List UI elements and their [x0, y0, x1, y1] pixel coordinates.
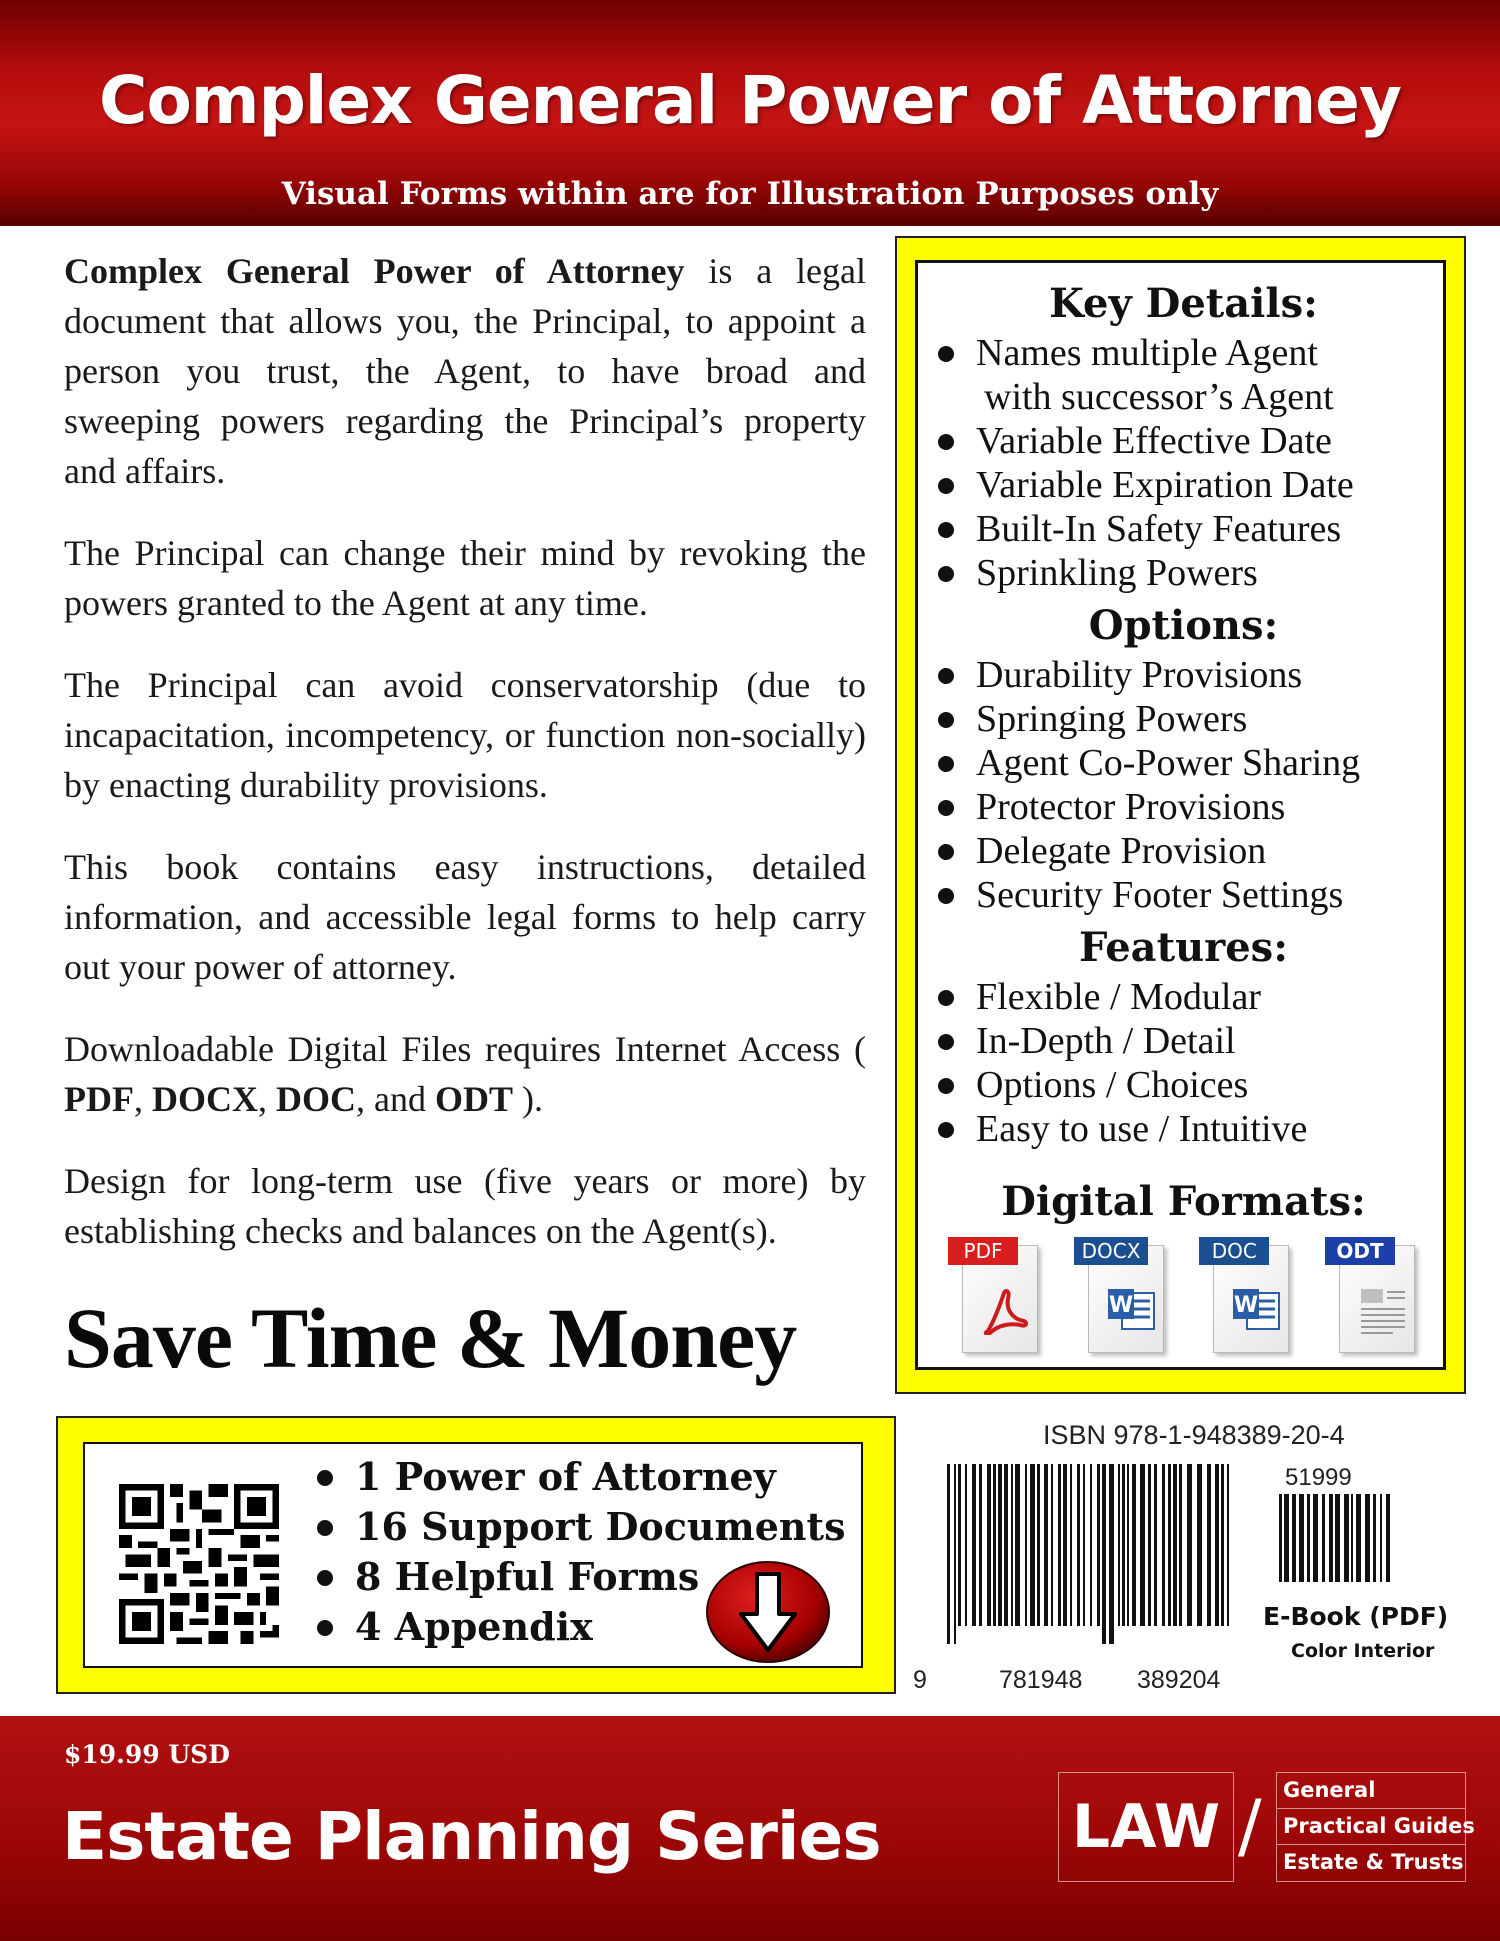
category-item: Practical Guides [1276, 1808, 1466, 1844]
barcode-bar [1070, 1464, 1072, 1626]
barcode-bar [979, 1464, 982, 1626]
intro-paragraph [64, 246, 866, 496]
format-docx: DOCX [151, 1079, 258, 1119]
barcode-bar [1168, 1464, 1171, 1626]
barcode-bar [1083, 1464, 1085, 1626]
text-document-icon [1359, 1287, 1407, 1337]
barcode-bar [1118, 1464, 1120, 1626]
law-wordmark: LAW [1058, 1772, 1234, 1882]
barcode-digit-prefix: 9 [913, 1666, 927, 1694]
acrobat-icon [982, 1287, 1028, 1335]
contents-panel [56, 1416, 896, 1694]
conservatorship-paragraph: The Principal can avoid conservatorship (due to incapacitation, incompetency, or function non-socially) by enacting durability provisions. [64, 665, 866, 805]
list-item: Sprinkling Powers [934, 551, 1433, 595]
docx-file-icon [1074, 1237, 1168, 1359]
digital-formats-heading: Digital Formats: [1001, 1178, 1366, 1225]
list-item: 8 Helpful Forms [315, 1552, 846, 1602]
key-details-panel [895, 236, 1466, 1394]
list-item: Protector Provisions [934, 785, 1433, 829]
barcode-bar [1173, 1464, 1177, 1626]
barcode-bar [1373, 1494, 1376, 1582]
footer-banner [0, 1716, 1500, 1941]
options-list [934, 653, 1433, 917]
interior-label: Color Interior [1291, 1640, 1435, 1662]
qr-code-icon [119, 1484, 279, 1644]
options-heading: Options: [1088, 602, 1279, 649]
features-heading: Features: [1079, 924, 1288, 971]
barcode-bar [1335, 1494, 1340, 1582]
barcode-main-icon [947, 1464, 1235, 1644]
barcode-bar [947, 1464, 950, 1644]
barcode-digits-right: 389204 [1137, 1666, 1221, 1694]
barcode-bar [1215, 1464, 1219, 1626]
barcode-bar [1122, 1464, 1125, 1626]
barcode-addon-icon [1279, 1494, 1391, 1600]
barcode-bar [1132, 1464, 1136, 1626]
category-list [1276, 1772, 1475, 1882]
barcode-bar [1313, 1494, 1318, 1582]
isbn-number: ISBN 978-1-948389-20-4 [1043, 1420, 1345, 1450]
barcode-bar [954, 1464, 956, 1644]
barcode-bar [1322, 1494, 1325, 1582]
barcode-bar [1148, 1464, 1151, 1626]
book-title: Complex General Power of Attorney [99, 62, 1401, 139]
isbn-barcode [905, 1410, 1485, 1700]
list-item: Built-In Safety Features [934, 507, 1433, 551]
barcode-bar [1090, 1464, 1092, 1626]
barcode-bar [987, 1464, 991, 1626]
barcode-bar [998, 1464, 1002, 1626]
pdf-file-icon [948, 1237, 1042, 1359]
save-time-money-slogan: Save Time & Money [64, 1290, 797, 1386]
barcode-bar [1127, 1464, 1129, 1626]
barcode-bar [1037, 1464, 1040, 1626]
list-item: Agent Co-Power Sharing [934, 741, 1433, 785]
svg-text:W: W [1108, 1293, 1133, 1318]
word-icon [1108, 1287, 1156, 1333]
barcode-bar [965, 1464, 967, 1626]
doc-file-icon [1199, 1237, 1293, 1359]
format-odt: ODT [434, 1079, 513, 1119]
sep: , and [355, 1079, 435, 1119]
price-label: $19.99 USD [64, 1740, 230, 1769]
format-tag: DOCX [1074, 1237, 1149, 1265]
barcode-bar [1329, 1494, 1333, 1582]
barcode-bar [958, 1464, 961, 1626]
contents-inner [83, 1442, 863, 1668]
list-item: Springing Powers [934, 697, 1433, 741]
barcode-bar [1344, 1494, 1349, 1582]
list-item [934, 331, 1433, 419]
contents-paragraph: This book contains easy instructions, detailed information, and accessible legal forms to help carry out your power of attorney. [64, 847, 866, 987]
barcode-bar [1015, 1464, 1020, 1626]
odt-file-icon [1325, 1237, 1419, 1359]
key-details-heading: Key Details: [1049, 280, 1318, 327]
barcode-bar [1140, 1464, 1145, 1626]
list-item: Variable Effective Date [934, 419, 1433, 463]
intro-text: is a legal document that allows you, the Principal, to appoint a person you trust, the Agent, to have broad and sweeping powers regarding the Principal’s property and affairs. [64, 251, 867, 491]
barcode-bar [1207, 1464, 1211, 1626]
design-paragraph: Design for long-term use (five years or more) by establishing checks and balances on the Agent(s). [64, 1161, 866, 1251]
sep: , [133, 1079, 152, 1119]
barcode-bar [1299, 1494, 1304, 1582]
barcode-bar [1197, 1464, 1202, 1626]
list-item: Security Footer Settings [934, 873, 1433, 917]
barcode-bar [1292, 1494, 1296, 1582]
download-text: Downloadable Digital Files requires Internet Access ( [64, 1029, 866, 1069]
logo-slash: / [1238, 1785, 1262, 1867]
barcode-bar [1097, 1464, 1100, 1626]
price-code: 51999 [1285, 1464, 1352, 1491]
barcode-bar [1102, 1464, 1106, 1644]
barcode-bar [1077, 1464, 1080, 1626]
barcode-bar [1058, 1464, 1061, 1626]
barcode-bar [1162, 1464, 1165, 1626]
barcode-bar [1380, 1494, 1382, 1582]
barcode-bar [1365, 1494, 1370, 1582]
format-tag: DOC [1199, 1237, 1269, 1265]
barcode-bar [1051, 1464, 1053, 1626]
list-item-label: Names multiple Agent [976, 332, 1318, 374]
list-item: Options / Choices [934, 1063, 1433, 1107]
svg-text:W: W [1234, 1293, 1259, 1318]
revoke-paragraph: The Principal can change their mind by revoking the powers granted to the Agent at any time. [64, 533, 866, 623]
barcode-bar [1356, 1494, 1361, 1582]
list-item: 16 Support Documents [315, 1502, 846, 1552]
barcode-bar [1284, 1494, 1289, 1582]
barcode-bar [993, 1464, 996, 1626]
list-item: Durability Provisions [934, 653, 1433, 697]
format-pdf: PDF [64, 1079, 134, 1119]
barcode-bar [1030, 1464, 1035, 1626]
digital-formats-row [934, 1229, 1433, 1359]
list-item: Delegate Provision [934, 829, 1433, 873]
list-item: 4 Appendix [315, 1602, 846, 1652]
format-tag: ODT [1325, 1237, 1395, 1265]
download-paragraph [64, 1024, 866, 1124]
description [64, 246, 866, 1288]
key-details-list [934, 331, 1433, 595]
barcode-bar [1109, 1464, 1114, 1644]
barcode-bar [1307, 1494, 1310, 1582]
barcode-bar [1351, 1494, 1353, 1582]
category-item: General [1276, 1772, 1466, 1808]
barcode-digits-left: 781948 [999, 1666, 1083, 1694]
format-doc: DOC [275, 1079, 356, 1119]
down-arrow-icon [705, 1560, 831, 1664]
intro-title: Complex General Power of Attorney [64, 251, 685, 291]
sep: , [257, 1079, 276, 1119]
barcode-bar [1011, 1464, 1013, 1626]
barcode-bar [1179, 1464, 1182, 1626]
edition-label: E-Book (PDF) [1263, 1602, 1449, 1631]
barcode-bar [1227, 1464, 1229, 1626]
download-close: ). [512, 1079, 543, 1119]
barcode-bar [1004, 1464, 1008, 1626]
publisher-logo [1058, 1772, 1475, 1882]
barcode-bar [1386, 1494, 1390, 1582]
key-details-inner [915, 260, 1446, 1370]
format-tag: PDF [948, 1237, 1018, 1265]
barcode-bar [1154, 1464, 1157, 1626]
list-item: Variable Expiration Date [934, 463, 1433, 507]
list-item: 1 Power of Attorney [315, 1452, 846, 1502]
barcode-bar [1187, 1464, 1192, 1626]
barcode-bar [1044, 1464, 1048, 1626]
list-item: Easy to use / Intuitive [934, 1107, 1433, 1151]
barcode-bar [972, 1464, 976, 1626]
category-item: Estate & Trusts [1276, 1844, 1466, 1882]
barcode-bar [1063, 1464, 1067, 1626]
list-item: In-Depth / Detail [934, 1019, 1433, 1063]
barcode-bar [1221, 1464, 1224, 1626]
barcode-bar [1279, 1494, 1282, 1582]
features-list [934, 975, 1433, 1151]
series-title: Estate Planning Series [62, 1798, 881, 1875]
book-subtitle: Visual Forms within are for Illustration Purposes only [281, 176, 1219, 212]
list-item-continuation: with successor’s Agent [984, 376, 1334, 418]
list-item: Flexible / Modular [934, 975, 1433, 1019]
header-banner [0, 0, 1500, 226]
word-icon [1233, 1287, 1281, 1333]
barcode-bar [1025, 1464, 1027, 1626]
